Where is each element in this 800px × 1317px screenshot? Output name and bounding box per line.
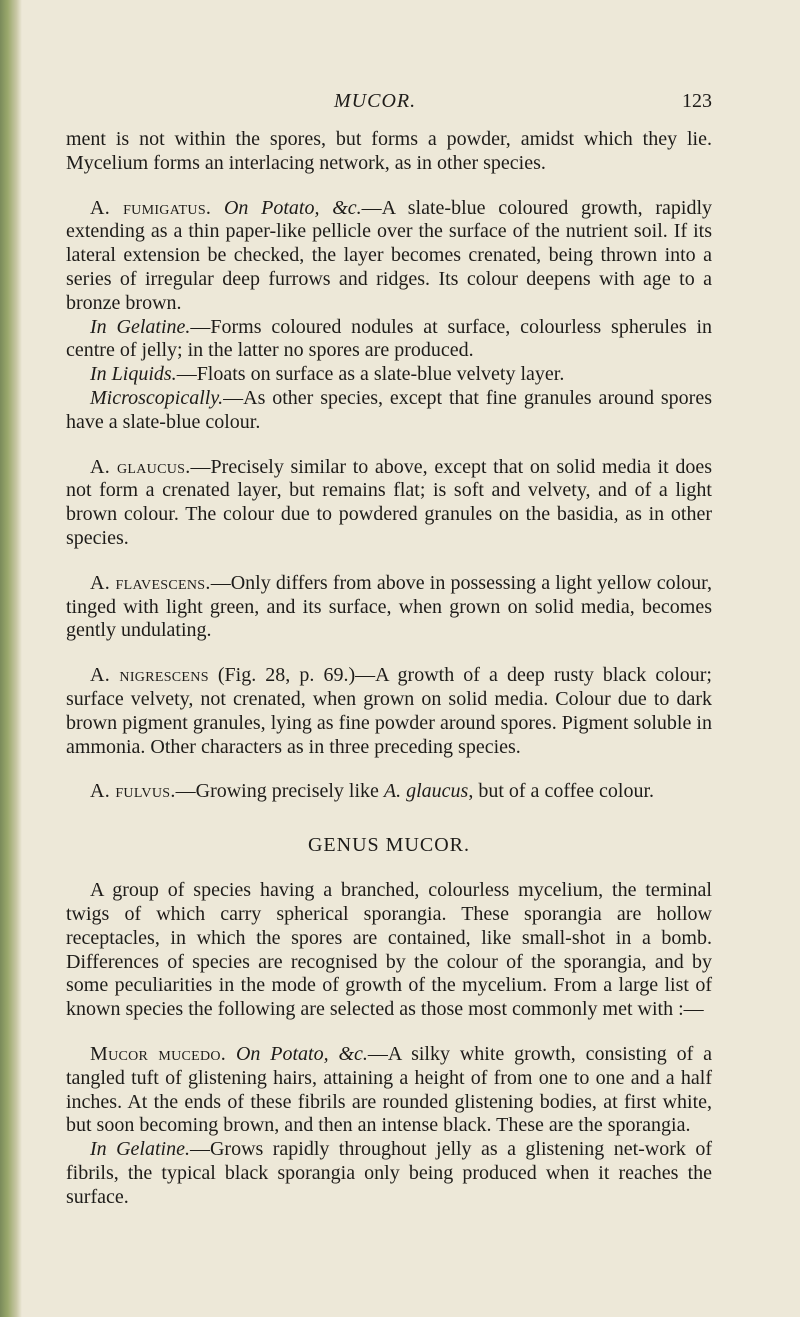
- medium-label: In Liquids.: [90, 363, 177, 386]
- species-name: A. fumigatus.: [90, 196, 212, 219]
- entry-text: —Precisely similar to above, except that on solid media it does not form a crenated layer, but remains flat; is soft and velvety, and of a light brown colour. The colour due to powdered granules on the basidia, as in other species.: [66, 455, 712, 549]
- entry-text: —A slate-blue coloured growth, rapidly extending as a thin paper-like pellicle over the surface of the nutrient soil. If its lateral extension be checked, the layer becomes crenated, being thrown into a series of irregular deep furrows and ridges. Its colour deepens with age to a bronze brown.: [66, 196, 713, 314]
- entry-text: —Grows rapidly throughout jelly as a glistening net-work of fibrils, the typical black sporangia only being produced when it reaches the surface.: [66, 1138, 712, 1208]
- entry-fulvus: [66, 780, 712, 804]
- species-name: A. flavescens.: [90, 571, 211, 594]
- page-number: 123: [682, 90, 712, 112]
- entry-text: —As other species, except that fine granules around spores have a slate-blue colour.: [66, 386, 712, 433]
- species-name: Mucor mucedo.: [90, 1042, 227, 1065]
- species-reference: A. glaucus: [383, 780, 469, 803]
- entry-text: —Forms coloured nodules at surface, colourless spherules in centre of jelly; in the latter no spores are produced.: [66, 315, 713, 362]
- entry-flavescens: [66, 572, 712, 643]
- mucedo-gelatine: [66, 1138, 712, 1209]
- medium-label: On Potato, &c.: [223, 196, 362, 219]
- medium-label: In Gelatine.: [90, 315, 191, 338]
- species-name: A. fulvus.: [90, 780, 176, 803]
- entry-fumigatus: [66, 197, 712, 316]
- entry-text: —Growing precisely like: [175, 780, 384, 803]
- fumigatus-microscopy: [66, 387, 712, 435]
- entry-nigrescens: [66, 664, 712, 759]
- entry-glaucus: [66, 456, 712, 551]
- page-edge-shadow: [0, 0, 22, 1317]
- species-name: A. glaucus.: [90, 455, 191, 478]
- paragraph-continuation: ment is not within the spores, but forms a powder, amidst which they lie. Mycelium forms an interlacing network, as in other species.: [66, 128, 712, 174]
- section-heading: GENUS MUCOR.: [307, 834, 471, 857]
- entry-text: —Floats on surface as a slate-blue velvety layer.: [176, 363, 565, 386]
- fumigatus-liquids: [66, 363, 712, 387]
- medium-label: On Potato, &c.: [235, 1042, 368, 1065]
- entry-text: —Only differs from above in possessing a light yellow colour, tinged with light green, and its surface, when grown on solid media, becomes gently undulating.: [66, 571, 712, 642]
- genus-intro: A group of species having a branched, colourless mycelium, the terminal twigs of which carry spherical sporangia. These sporangia are hollow receptacles, in which the spores are contained, like small-shot in a bomb. Differences of species are recognised by the colour of the sporangia, and by some peculiarities in the mode of growth of the mycelium. From a large list of known species the following are selected as those most commonly met with :—: [66, 879, 712, 1021]
- medium-label: Microscopically.: [90, 386, 224, 409]
- entry-text: (Fig. 28, p. 69.)—A growth of a deep rusty black colour; surface velvety, not crenated, when grown on solid media. Colour due to dark brown pigment granules, lying as fine powder around spores. Pigment soluble in ammonia. Other characters as in three preceding species.: [66, 664, 712, 758]
- species-name: A. nigrescens: [90, 664, 209, 687]
- running-head: [66, 90, 712, 114]
- book-page: [66, 80, 712, 1209]
- fumigatus-gelatine: [66, 316, 712, 364]
- entry-text: —A silky white growth, consisting of a tangled tuft of glistening hairs, attaining a height of from one to one and a half inches. At the ends of these fibrils are rounded glistening bodies, at first white, but soon becoming brown, and then an intense black. These are the sporangia.: [66, 1042, 712, 1137]
- running-title: MUCOR.: [334, 90, 417, 112]
- entry-mucedo: [66, 1043, 712, 1138]
- medium-label: In Gelatine.: [90, 1138, 190, 1161]
- entry-text: , but of a coffee colour.: [468, 780, 655, 803]
